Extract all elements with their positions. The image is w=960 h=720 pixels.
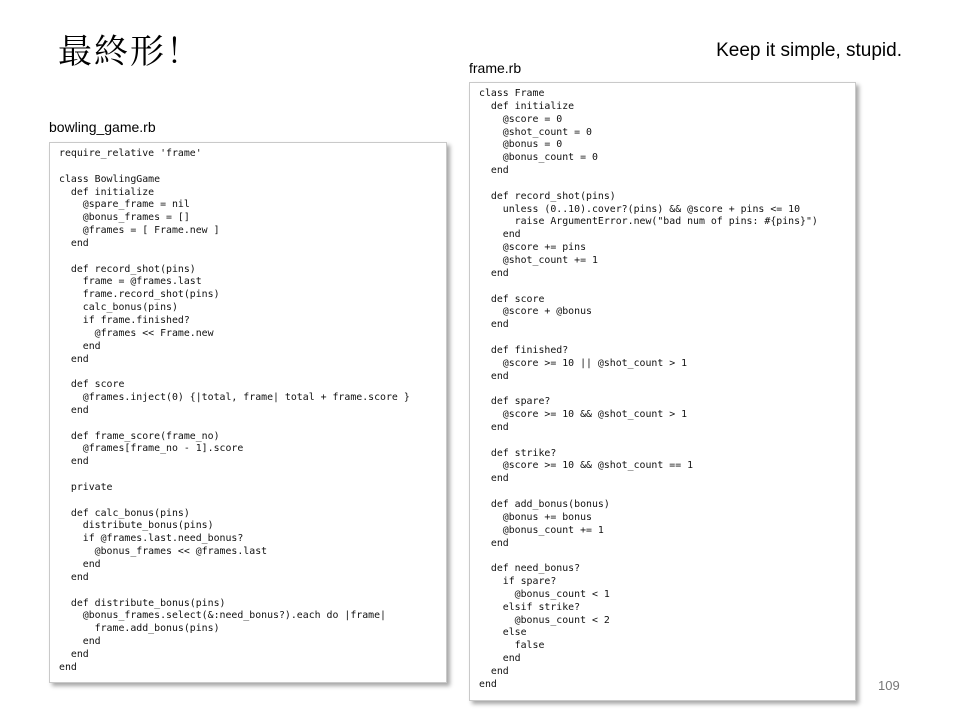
page-number: 109: [878, 678, 900, 693]
left-code-listing: require_relative 'frame' class BowlingGame def initialize @spare_frame = nil @bonus_frames = [] @frames = [ Frame.new ] end def record_shot(pins) frame = @frames.last frame.record_shot(pins) calc_bonus(pins) if frame.finished? @frames << Frame.new end end def score @frames.inject(0) {|total, frame| total + frame.score } end def frame_score(frame_no) @frames[frame_no - 1].score end private def calc_bonus(pins) distribute_bonus(pins) if @frames.last.need_bonus? @bonus_frames << @frames.last end end def distribute_bonus(pins) @bonus_frames.select(&:need_bonus?).each do |frame| frame.add_bonus(pins) end end end: [59, 148, 410, 673]
slide-title: 最終形！: [58, 32, 202, 72]
right-code-box: [469, 82, 856, 701]
slide-tagline: Keep it simple, stupid.: [716, 40, 902, 61]
right-code-listing: class Frame def initialize @score = 0 @shot_count = 0 @bonus = 0 @bonus_count = 0 end def record_shot(pins) unless (0..10).cover?(pins) && @score + pins <= 10 raise ArgumentError.new("bad num of pins: #{pins}") end @score += pins @shot_count += 1 end def score @score + @bonus end def finished? @score >= 10 || @shot_count > 1 end def spare? @score >= 10 && @shot_count > 1 end def strike? @score >= 10 && @shot_count == 1 end def add_bonus(bonus) @bonus += bonus @bonus_count += 1 end def need_bonus? if spare? @bonus_count < 1 elsif strike? @bonus_count < 2 else false end end end: [479, 88, 818, 690]
left-filename: bowling_game.rb: [49, 119, 156, 135]
left-code-box: [49, 142, 447, 683]
right-filename: frame.rb: [469, 60, 522, 76]
